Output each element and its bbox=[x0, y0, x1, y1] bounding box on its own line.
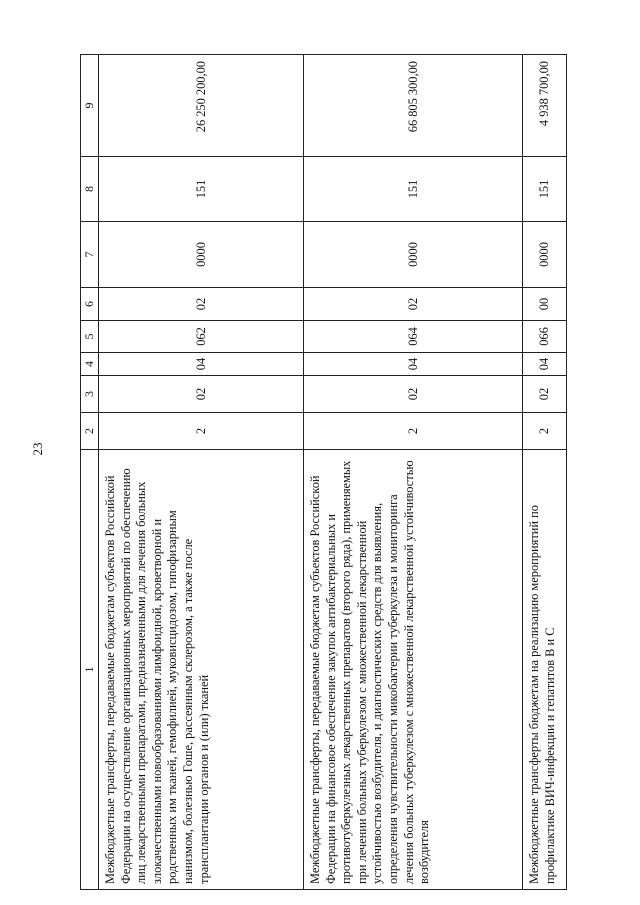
row-code-2: 2 bbox=[304, 413, 523, 450]
row-amount: 66 805 300,00 bbox=[304, 55, 523, 157]
header-col-3: 3 bbox=[81, 376, 99, 413]
row-code-8: 151 bbox=[304, 157, 523, 222]
header-col-6: 6 bbox=[81, 288, 99, 321]
row-code-3: 02 bbox=[523, 376, 567, 413]
row-code-5: 062 bbox=[99, 321, 304, 353]
row-code-7: 0000 bbox=[523, 222, 567, 288]
header-col-2: 2 bbox=[81, 413, 99, 450]
row-code-3: 02 bbox=[304, 376, 523, 413]
row-code-4: 04 bbox=[304, 353, 523, 376]
row-code-7: 0000 bbox=[99, 222, 304, 288]
row-amount: 26 250 200,00 bbox=[99, 55, 304, 157]
row-description: Межбюджетные трансферты бюджетам на реализацию мероприятий по профилактике ВИЧ-инфекции и гепатитов B и C bbox=[523, 450, 567, 890]
row-code-7: 0000 bbox=[304, 222, 523, 288]
row-code-5: 064 bbox=[304, 321, 523, 353]
row-code-2: 2 bbox=[99, 413, 304, 450]
row-code-6: 00 bbox=[523, 288, 567, 321]
header-row bbox=[81, 55, 99, 890]
header-col-8: 8 bbox=[81, 157, 99, 222]
row-code-4: 04 bbox=[99, 353, 304, 376]
row-code-5: 066 bbox=[523, 321, 567, 353]
header-col-7: 7 bbox=[81, 222, 99, 288]
row-code-4: 04 bbox=[523, 353, 567, 376]
row-code-6: 02 bbox=[99, 288, 304, 321]
row-description: Межбюджетные трансферты, передаваемые бюджетам субъектов Российской Федерации на осуществление организационных мероприятий по обеспечению лиц лекарственными препаратами, предназначенными для лечения больных злокачественными новообразованиями лимфоидной, кроветворной и родственных им тканей, гемофилией, муковисцидозом, гипофизарным нанизмом, болезнью Гоше, рассеянным склерозом, а также после трансплантации органов и (или) тканей bbox=[99, 450, 304, 890]
table-row bbox=[304, 55, 523, 890]
row-description: Межбюджетные трансферты, передаваемые бюджетам субъектов Российской Федерации на финансовое обеспечение закупок антибактериальных и противотуберкулезных лекарственных препаратов (второго ряда), применяемых при лечении больных туберкулезом с множественной лекарственной устойчивостью возбудителя, и диагностических средств для выявления, определения чувствительности микобактерии туберкулеза и мониторинга лечения больных туберкулезом с множественной лекарственной устойчивостью возбудителя bbox=[304, 450, 523, 890]
table-row bbox=[99, 55, 304, 890]
budget-table bbox=[80, 54, 567, 890]
header-col-5: 5 bbox=[81, 321, 99, 353]
table-row bbox=[523, 55, 567, 890]
row-amount: 4 938 700,00 bbox=[523, 55, 567, 157]
row-code-2: 2 bbox=[523, 413, 567, 450]
row-code-6: 02 bbox=[304, 288, 523, 321]
page-number: 23 bbox=[30, 442, 45, 456]
row-code-8: 151 bbox=[99, 157, 304, 222]
header-col-1: 1 bbox=[81, 450, 99, 890]
rotated-table-area bbox=[80, 55, 565, 890]
header-col-4: 4 bbox=[81, 353, 99, 376]
header-col-9: 9 bbox=[81, 55, 99, 157]
row-code-8: 151 bbox=[523, 157, 567, 222]
row-code-3: 02 bbox=[99, 376, 304, 413]
